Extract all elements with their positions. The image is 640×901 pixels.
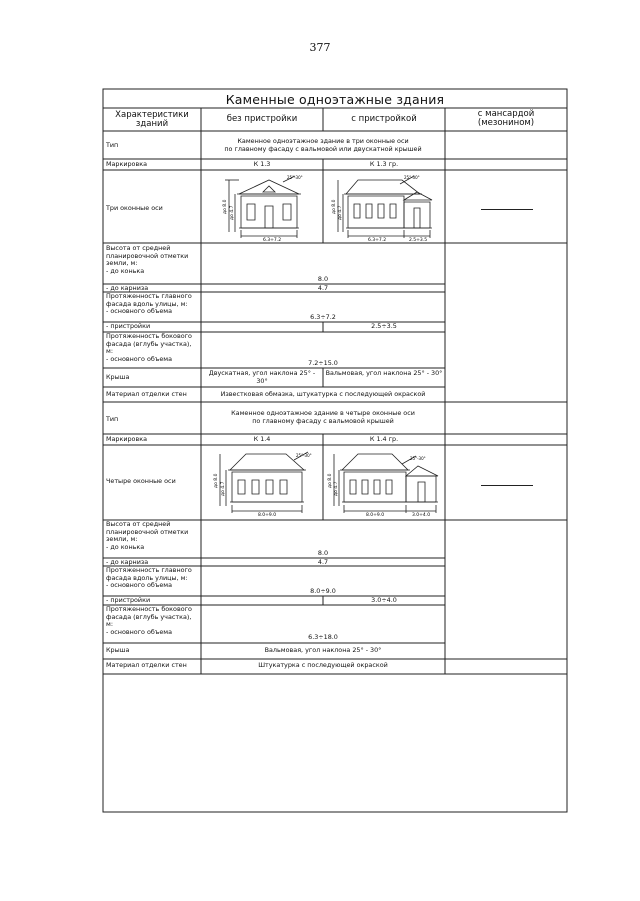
s2-type-value: Каменное одноэтажное здание в четыре оконные оси по главному фасаду с вальмовой крышей bbox=[231, 409, 415, 425]
s1-roof-a: Двускатная, угол наклона 25° - 30° bbox=[208, 369, 316, 385]
s2-draw-b-angle: 25°-30° bbox=[410, 456, 426, 461]
s2-main-facade-value: 8.0÷9.0 bbox=[310, 587, 336, 595]
s1-facade-drawing-a bbox=[221, 172, 313, 242]
table-title: Каменные одноэтажные здания bbox=[225, 92, 445, 107]
s2-height-label: Высота от средней планировочной отметки земли, м: - до конька bbox=[106, 520, 189, 551]
s1-draw-b-h2: до 4.7 bbox=[338, 205, 343, 220]
s2-main-facade-label: Протяженность главного фасада вдоль улицы, м: - основного объема bbox=[106, 566, 192, 590]
s1-mansard-blank bbox=[481, 209, 533, 210]
s1-cornice-value: 4.7 bbox=[317, 284, 329, 292]
s2-draw-b-w2: 3.0÷4.0 bbox=[412, 513, 431, 518]
s2-height-ridge: 8.0 bbox=[317, 549, 329, 557]
s1-marking-a: К 1.3 bbox=[253, 160, 271, 168]
s2-annex-label: - пристройки bbox=[106, 596, 151, 604]
s1-annex-value: 2.5÷3.5 bbox=[371, 322, 397, 330]
s1-draw-a-h1: до 8.0 bbox=[223, 199, 228, 214]
s2-axes-label: Четыре оконные оси bbox=[106, 477, 176, 485]
s2-draw-a-h2: до 4.7 bbox=[221, 481, 226, 496]
s1-annex-label: - пристройки bbox=[106, 322, 151, 330]
s1-type-label: Тип bbox=[106, 141, 119, 149]
s2-facade-drawing-a bbox=[212, 448, 317, 518]
s1-facade-drawing-b bbox=[330, 172, 440, 242]
page-number: 377 bbox=[309, 41, 331, 54]
s2-draw-b-h1: до 8.0 bbox=[328, 473, 333, 488]
s2-side-facade-label: Протяженность бокового фасада (вглубь участка), м: - основного объема bbox=[106, 605, 192, 636]
s1-draw-b-w: 6.3÷7.2 bbox=[368, 238, 387, 242]
s1-draw-a-angle: 25°-30° bbox=[287, 175, 303, 180]
s2-roof-label: Крыша bbox=[106, 646, 130, 654]
s1-side-facade-label: Протяженность бокового фасада (вглубь участка), м: - основного объема bbox=[106, 332, 192, 363]
s2-cornice-label: - до карниза bbox=[106, 558, 149, 566]
s2-cornice-value: 4.7 bbox=[317, 558, 329, 566]
s1-height-ridge: 8.0 bbox=[317, 275, 329, 283]
s1-main-facade-label: Протяженность главного фасада вдоль улицы, м: - основного объема bbox=[106, 292, 192, 316]
header-without-annex: без пристройки bbox=[226, 114, 298, 124]
s2-marking-label: Маркировка bbox=[106, 435, 148, 443]
s1-cornice-label: - до карниза bbox=[106, 284, 149, 292]
s2-draw-a-w: 8.0÷9.0 bbox=[258, 513, 277, 518]
s1-roof-b: Вальмовая, угол наклона 25° - 30° bbox=[325, 369, 443, 377]
s2-mansard-blank bbox=[481, 485, 533, 486]
s2-draw-a-angle: 25°-30° bbox=[296, 453, 312, 458]
s1-draw-a-w: 6.3÷7.2 bbox=[263, 238, 282, 242]
s2-walls-label: Материал отделки стен bbox=[106, 661, 187, 669]
s2-type-label: Тип bbox=[106, 415, 119, 423]
s1-height-label: Высота от средней планировочной отметки земли, м: - до конька bbox=[106, 244, 189, 275]
s2-draw-b-w: 8.0÷9.0 bbox=[366, 513, 385, 518]
s2-facade-drawing-b bbox=[326, 448, 442, 518]
s1-draw-b-angle: 25°-30° bbox=[404, 175, 420, 180]
s1-walls-value: Известковая обмазка, штукатурка с последующей окраской bbox=[220, 390, 426, 398]
s2-draw-a-h1: до 8.0 bbox=[214, 473, 219, 488]
s1-type-value: Каменное одноэтажное здание в три оконные оси по главному фасаду с вальмовой или двускатной крышей bbox=[224, 137, 422, 153]
s1-draw-b-w2: 2.5÷3.5 bbox=[409, 238, 428, 242]
s1-draw-b-h1: до 8.0 bbox=[332, 199, 337, 214]
s1-main-facade-value: 6.3÷7.2 bbox=[310, 313, 336, 321]
s1-walls-label: Материал отделки стен bbox=[106, 390, 187, 398]
s1-side-facade-value: 7.2÷15.0 bbox=[308, 359, 338, 367]
header-characteristics: Характеристики зданий bbox=[115, 110, 189, 129]
s2-marking-b: К 1.4 гр. bbox=[369, 435, 399, 443]
s2-marking-a: К 1.4 bbox=[253, 435, 271, 443]
s1-axes-label: Три оконные оси bbox=[106, 204, 163, 212]
header-with-annex: с пристройкой bbox=[351, 114, 417, 124]
s2-walls-value: Штукатурка с последующей окраской bbox=[258, 661, 388, 669]
s2-annex-value: 3.0÷4.0 bbox=[371, 596, 397, 604]
s2-side-facade-value: 6.3÷18.0 bbox=[308, 633, 338, 641]
header-mansard: с мансардой (мезонином) bbox=[477, 109, 535, 128]
s2-draw-b-h2: до 4.7 bbox=[334, 481, 339, 496]
s1-roof-label: Крыша bbox=[106, 373, 130, 381]
s2-roof-value: Вальмовая, угол наклона 25° - 30° bbox=[264, 646, 382, 654]
s1-marking-label: Маркировка bbox=[106, 160, 148, 168]
s1-draw-a-h2: до 4.7 bbox=[230, 205, 235, 220]
s1-marking-b: К 1.3 гр. bbox=[369, 160, 399, 168]
